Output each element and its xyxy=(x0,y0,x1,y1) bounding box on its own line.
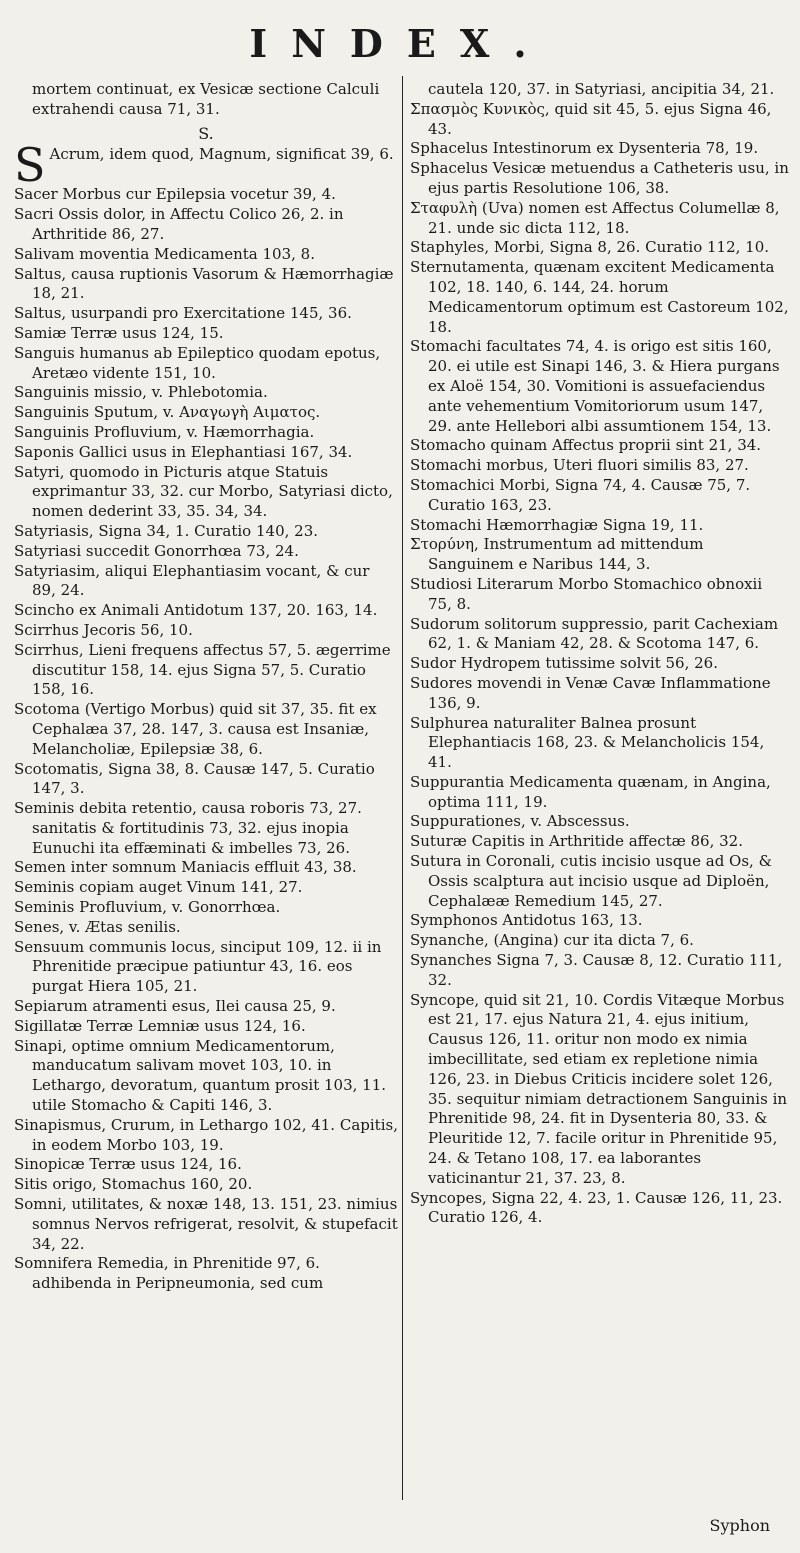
index-entry: Sanguinis Profluvium, v. Hæmorrhagia. xyxy=(14,422,315,441)
index-entry: Synanche, (Angina) cur ita dicta 7, 6. xyxy=(410,931,694,950)
continuation-entry: cautela 120, 37. in Satyriasi, ancipitia 34, 21. xyxy=(428,80,775,98)
index-entry: Scirrhus, Lieni frequens affectus 57, 5. ægerrime discutitur 158, 14. ejus Signa 57, 5. Curatio 158, 16. xyxy=(14,640,391,699)
index-entry: Sepiarum atramenti esus, Ilei causa 25, 9. xyxy=(14,997,336,1016)
index-entry: Somni, utilitates, & noxæ 148, 13. 151, 23. nimius somnus Nervos refrigerat, resolvit, & stupefacit 34, 22. xyxy=(14,1195,398,1253)
index-entry: Stomachi facultates 74, 4. is origo est sitis 160, 20. ei utile est Sinapi 146, 3. & Hiera purgans ex Aloë 154, 30. Vomitioni is assuefaciendus ante vehementium Vomitoriorum usum 147, 29. ante Hellebori albi assumtionem 154, 13. xyxy=(410,337,780,435)
index-entry: Sinapismus, Crurum, in Lethargo 102, 41. Capitis, in eodem Morbo 103, 19. xyxy=(14,1115,398,1154)
index-entry: Sulphurea naturaliter Balnea prosunt Elephantiacis 168, 23. & Melancholicis 154, 41. xyxy=(410,713,765,772)
dropcap-entry-text: Acrum, idem quod, Magnum, significat 39, 6. xyxy=(49,145,394,164)
right-entry-list xyxy=(410,100,790,1228)
index-entry: Sanguinis missio, v. Phlebotomia. xyxy=(14,383,268,402)
catchword: Syphon xyxy=(709,1516,770,1535)
index-entry: Sanguis humanus ab Epileptico quodam epotus, Aretæo vidente 151, 10. xyxy=(14,343,381,382)
index-entry: Suppurationes, v. Abscessus. xyxy=(410,812,630,831)
index-entry: Staphyles, Morbi, Signa 8, 26. Curatio 112, 10. xyxy=(410,238,770,257)
index-entry: Symphonos Antidotus 163, 13. xyxy=(410,911,643,930)
index-entry: Seminis Profluvium, v. Gonorrhœa. xyxy=(14,898,281,917)
index-entry: Sutura in Coronali, cutis incisio usque ad Os, & Ossis scalptura aut incisio usque ad Diploën, Cephalææ Remedium 145, 27. xyxy=(410,852,772,910)
index-entry: Sigillatæ Terræ Lemniæ usus 124, 16. xyxy=(14,1016,306,1035)
index-entry: Studiosi Literarum Morbo Stomachico obnoxii 75, 8. xyxy=(410,574,763,613)
index-entry: Scincho ex Animali Antidotum 137, 20. 163, 14. xyxy=(14,601,378,620)
index-entry: Στορύνη, Instrumentum ad mittendum Sanguinem e Naribus 144, 3. xyxy=(410,535,704,574)
left-entry-list xyxy=(14,185,398,1294)
index-entry: Satyri, quomodo in Picturis atque Statuis exprimantur 33, 32. cur Morbo, Satyriasi dicto, nomen dederint 33, 35. 34, 34. xyxy=(14,462,393,521)
index-entry: Sternutamenta, quænam excitent Medicamenta 102, 18. 140, 6. 144, 24. horum Medicamentorum optimum est Castoreum 102, 18. xyxy=(410,258,789,336)
index-entry: Stomacho quinam Affectus proprii sint 21, 34. xyxy=(410,436,762,455)
index-entry: Syncopes, Signa 22, 4. 23, 1. Causæ 126, 11, 23. Curatio 126, 4. xyxy=(410,1188,783,1227)
index-entry: Somnifera Remedia, in Phrenitide 97, 6. adhibenda in Peripneumonia, sed cum xyxy=(14,1254,324,1293)
index-entry: Sinopicæ Terræ usus 124, 16. xyxy=(14,1155,242,1174)
dropcap-entry xyxy=(14,138,398,193)
column-divider xyxy=(402,76,403,1500)
index-entry: Sphacelus Intestinorum ex Dysenteria 78, 19. xyxy=(410,139,759,158)
index-entry: Σπασμὸς Κυνικὸς, quid sit 45, 5. ejus Signa 46, 43. xyxy=(410,99,772,138)
index-entry: Sanguinis Sputum, v. Αναγωγὴ Αιματος. xyxy=(14,403,321,422)
index-entry: Sudores movendi in Venæ Cavæ Inflammatione 136, 9. xyxy=(410,673,771,712)
index-entry: Sudorum solitorum suppressio, parit Cachexiam 62, 1. & Maniam 42, 28. & Scotoma 147, 6. xyxy=(410,614,779,653)
index-entry: Scirrhus Jecoris 56, 10. xyxy=(14,620,193,639)
index-entry: Seminis copiam auget Vinum 141, 27. xyxy=(14,878,303,897)
index-entry: Sudor Hydropem tutissime solvit 56, 26. xyxy=(410,654,718,673)
continuation-entry: mortem continuat, ex Vesicæ sectione Calculi extrahendi causa 71, 31. xyxy=(32,80,380,118)
index-entry: Saltus, causa ruptionis Vasorum & Hæmorrhagiæ 18, 21. xyxy=(14,264,394,303)
index-entry: Sphacelus Vesicæ metuendus a Catheteris usu, in ejus partis Resolutione 106, 38. xyxy=(410,159,789,197)
index-entry: Stomachi Hæmorrhagiæ Signa 19, 11. xyxy=(410,515,704,534)
dropcap-letter: S xyxy=(14,138,46,193)
index-entry: Sacer Morbus cur Epilepsia vocetur 39, 4. xyxy=(14,185,336,204)
index-entry: Suturæ Capitis in Arthritide affectæ 86, 32. xyxy=(410,832,743,851)
index-entry: Σταφυλὴ (Uva) nomen est Affectus Columellæ 8, 21. unde sic dicta 112, 18. xyxy=(410,198,780,237)
index-entry: Senes, v. Ætas senilis. xyxy=(14,917,181,936)
index-entry: Samiæ Terræ usus 124, 15. xyxy=(14,323,224,342)
index-entry: Satyriasim, aliqui Elephantiasim vocant, & cur 89, 24. xyxy=(14,561,370,600)
index-entry: Scotoma (Vertigo Morbus) quid sit 37, 35. fit ex Cephalæa 37, 28. 147, 3. causa est Insaniæ, Melancholiæ, Epilepsiæ 38, 6. xyxy=(14,700,377,758)
index-entry: Synanches Signa 7, 3. Causæ 8, 12. Curatio 111, 32. xyxy=(410,951,783,989)
section-heading: S. xyxy=(198,123,214,143)
index-entry: Sacri Ossis dolor, in Affectu Colico 26, 2. in Arthritide 86, 27. xyxy=(14,205,344,243)
index-entry: Sitis origo, Stomachus 160, 20. xyxy=(14,1175,253,1194)
index-entry: Semen inter somnum Maniacis effluit 43, 38. xyxy=(14,858,357,877)
left-column xyxy=(14,80,398,1294)
index-entry: Stomachici Morbi, Signa 74, 4. Causæ 75, 7. Curatio 163, 23. xyxy=(410,475,751,514)
index-entry: Satyriasis, Signa 34, 1. Curatio 140, 23. xyxy=(14,521,319,540)
index-entry: Suppurantia Medicamenta quænam, in Angina, optima 111, 19. xyxy=(410,772,771,811)
index-entry: Syncope, quid sit 21, 10. Cordis Vitæque Morbus est 21, 17. ejus Natura 21, 4. ejus initium, Causus 126, 11. oritur non modo ex nimia imbecillitate, sed etiam ex repletione nimia 126, 23. in Diebus Criticis incidere solet 126, 35. sequitur nimiam detractionem Sanguinis in Phrenitide 98, 24. fit in Dysenteria 80, 33. & Pleuritide 12, 7. facile oritur in Phrenitide 95, 24. & Tetano 108, 17. ea laborantes vaticinantur 21, 37. 23, 8. xyxy=(410,990,788,1187)
right-column xyxy=(410,80,790,1228)
index-entry: Sinapi, optime omnium Medicamentorum, manducatum salivam movet 103, 10. in Lethargo, devoratum, quantum prosit 103, 11. utile Stomacho & Capiti 146, 3. xyxy=(14,1036,387,1115)
page-title: INDEX. xyxy=(249,21,551,66)
index-entry: Sensuum communis locus, sinciput 109, 12. ii in Phrenitide præcipue patiuntur 43, 16. eos purgat Hiera 105, 21. xyxy=(14,937,382,996)
index-entry: Saltus, usurpandi pro Exercitatione 145, 36. xyxy=(14,304,352,323)
index-entry: Saponis Gallici usus in Elephantiasi 167, 34. xyxy=(14,442,353,461)
index-entry: Seminis debita retentio, causa roboris 73, 27. sanitatis & fortitudinis 73, 32. ejus inopia Eunuchi ita effæminati & imbelles 73, 26. xyxy=(14,799,362,857)
index-entry: Scotomatis, Signa 38, 8. Causæ 147, 5. Curatio 147, 3. xyxy=(14,759,375,798)
index-entry: Salivam moventia Medicamenta 103, 8. xyxy=(14,244,315,263)
index-entry: Satyriasi succedit Gonorrhœa 73, 24. xyxy=(14,541,299,560)
index-entry: Stomachi morbus, Uteri fluori similis 83, 27. xyxy=(410,456,749,475)
